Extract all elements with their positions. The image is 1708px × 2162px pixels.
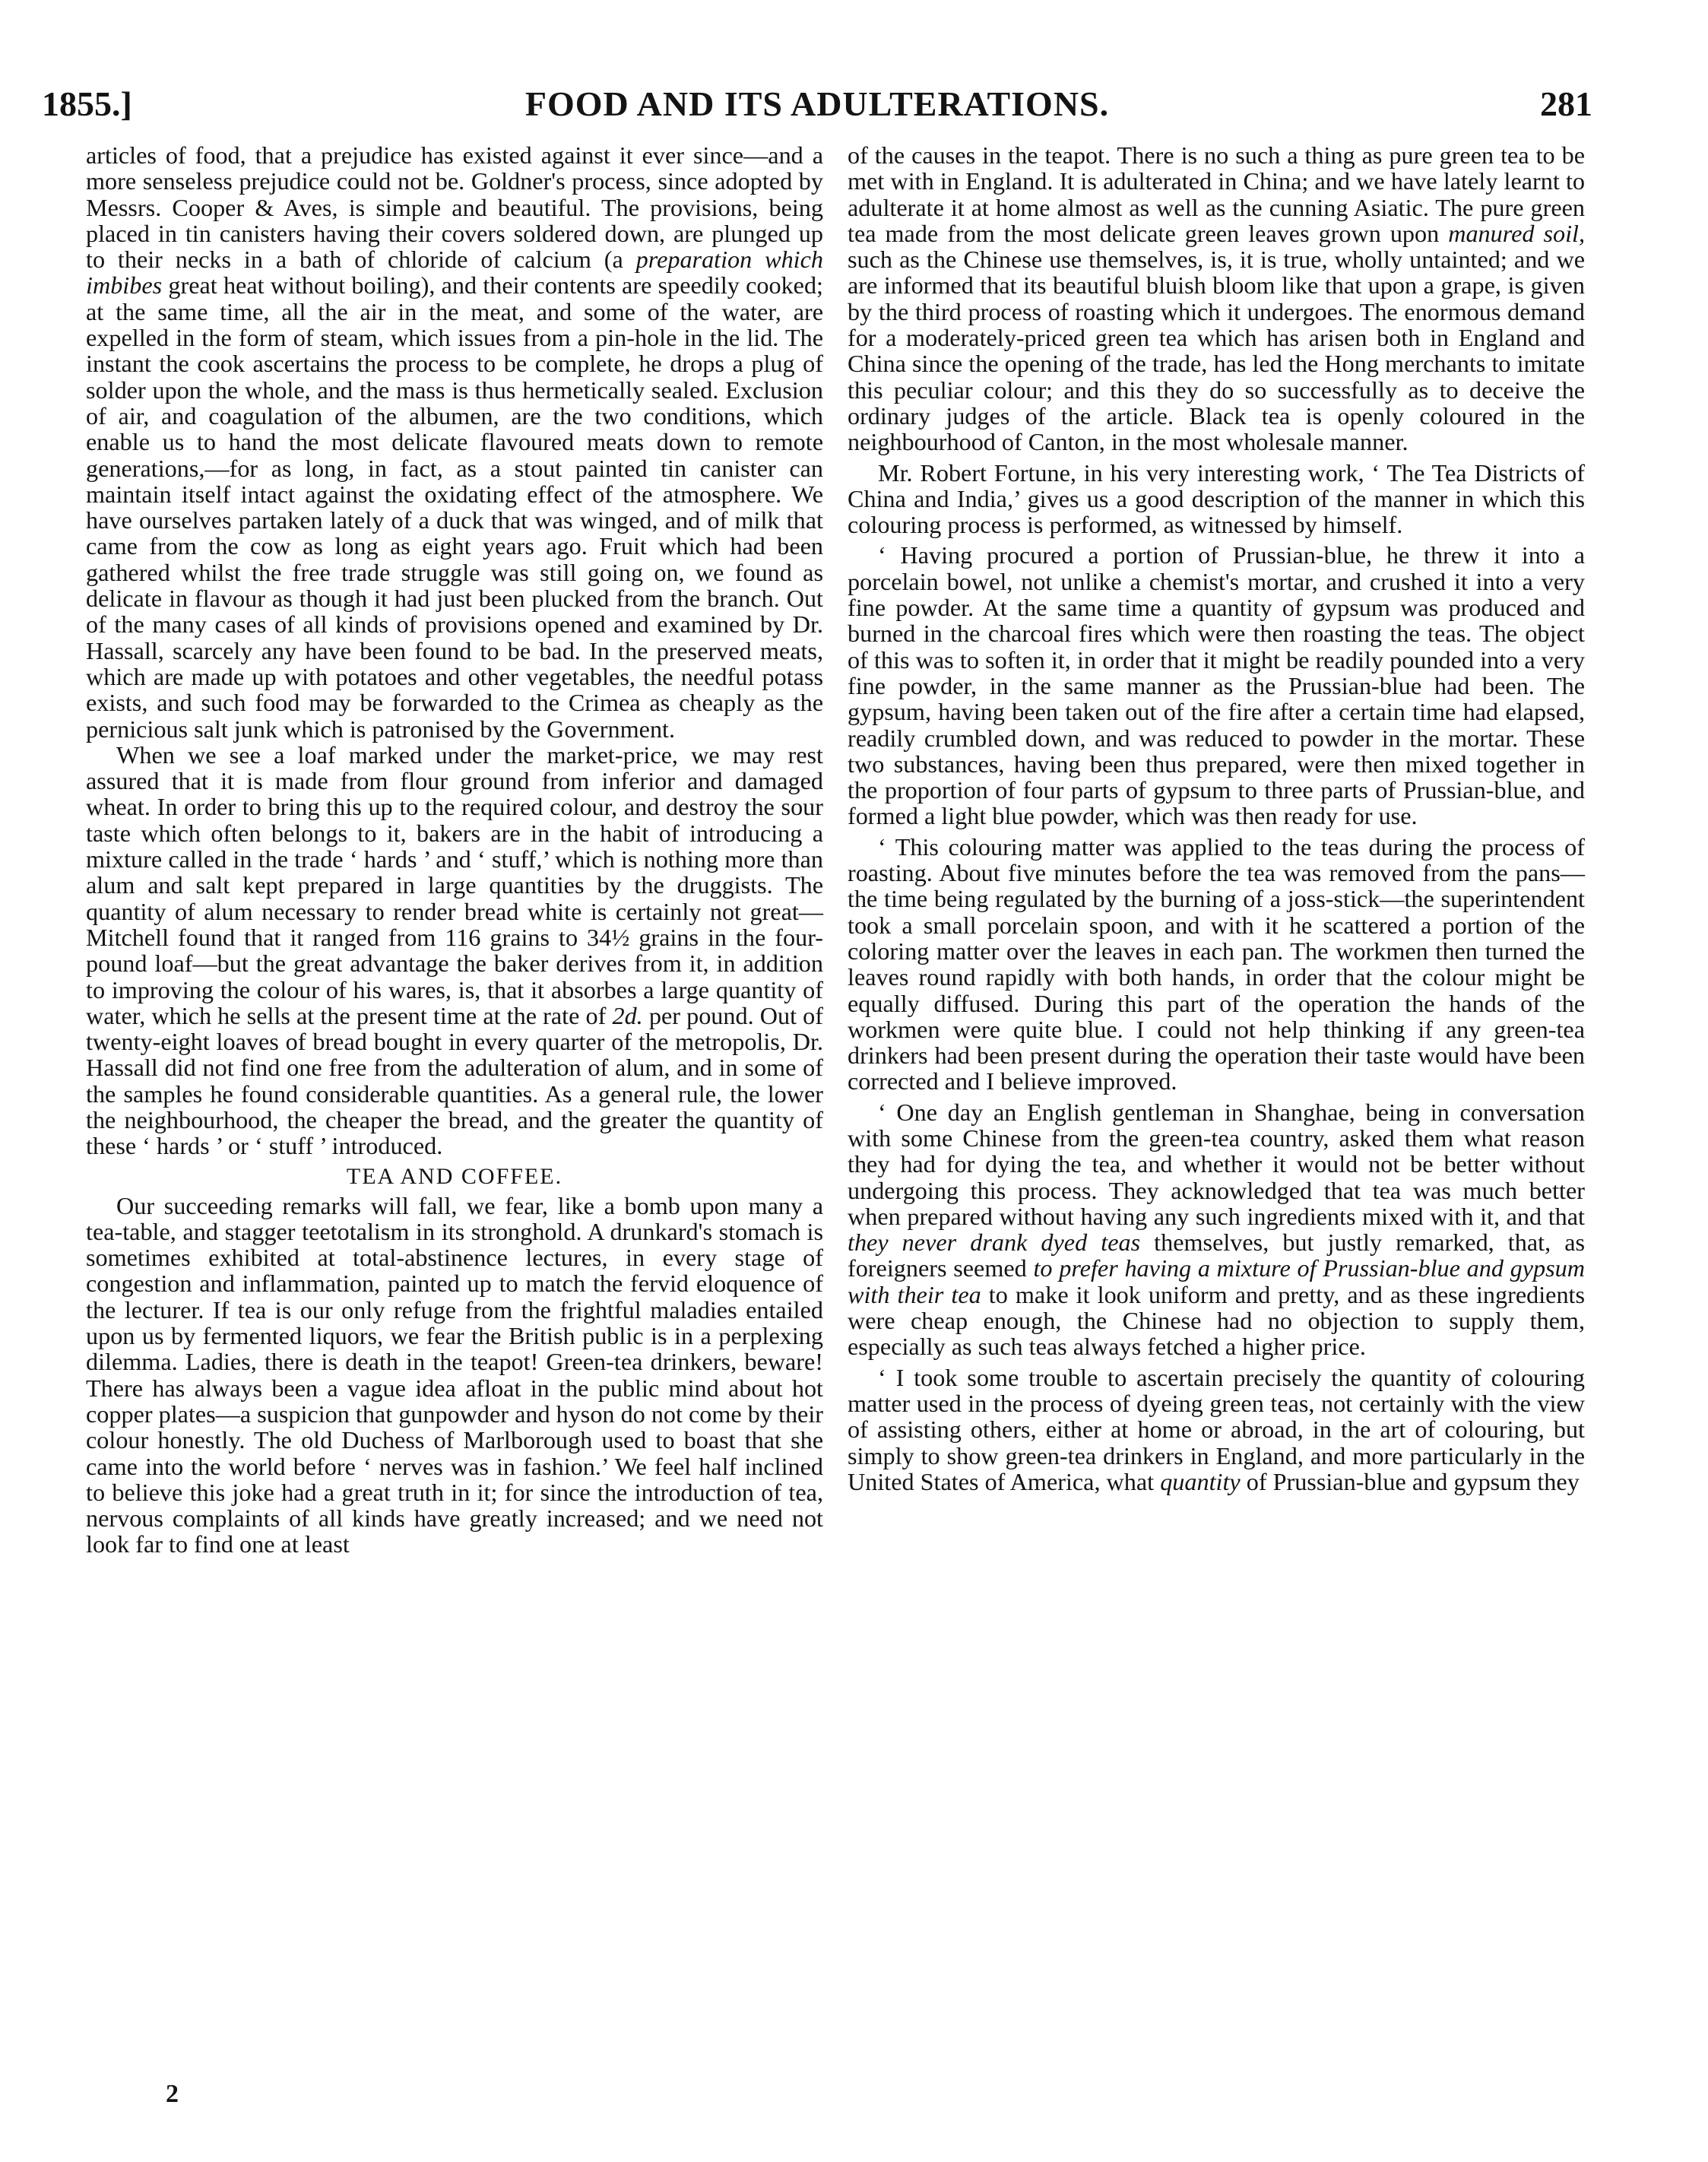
left-column <box>86 142 823 1558</box>
header-title: FOOD AND ITS ADULTERATIONS. <box>524 84 1110 123</box>
paragraph-preserved-provisions: articles of food, that a prejudice has existed against it ever since—and a more senseless prejudice could not be. Goldner's process, since adopted by Messrs. Cooper & Aves, is simple and beautiful. The provisions, being placed in tin canisters having their covers soldered down, are plunged up to their necks in a bath of chloride of calcium (a preparation which imbibes great heat without boiling), and their contents are speedily cooked; at the same time, all the air in the meat, and some of the water, are expelled in the form of steam, which issues from a pin-hole in the lid. The instant the cook ascertains the process to be complete, he drops a plug of solder upon the whole, and the mass is thus hermetically sealed. Exclusion of air, and coagulation of the albumen, are the two conditions, which enable us to hand the most delicate flavoured meats down to remote generations,—for as long, in fact, as a stout painted tin canister can maintain itself intact against the oxidating effect of the atmosphere. We have ourselves partaken lately of a duck that was winged, and of milk that came from the cow as long as eight years ago. Fruit which had been gathered whilst the free trade struggle was still going on, we found as delicate in flavour as though it had just been plucked from the branch. Out of the many cases of all kinds of provisions opened and examined by Dr. Hassall, scarcely any have been found to be bad. In the preserved meats, which are made up with potatoes and other vegetables, the needful potass exists, and such food may be forwarded to the Crimea as cheaply as the pernicious salt junk which is patronised by the Government. <box>86 141 823 743</box>
running-header <box>42 84 1592 129</box>
section-heading-tea-coffee: TEA AND COFFEE. <box>346 1163 563 1189</box>
signature-mark: 2 <box>166 2080 179 2108</box>
paragraph-fortune: Mr. Robert Fortune, in his very interesting work, ‘ The Tea Districts of China and India,’ gives us a good description of the manner in which this colouring process is performed, as witnessed by himself. <box>848 458 1585 539</box>
paragraph-tea-intro: Our succeeding remarks will fall, we fear, like a bomb upon many a tea-table, and stagger teetotalism in its stronghold. A drunkard's stomach is sometimes exhibited at total-abstinence lectures, in every stage of congestion and inflammation, painted up to match the fervid eloquence of the lecturer. If tea is our only refuge from the frightful maladies entailed upon us by fermented liquors, we fear the British public is in a perplexing dilemma. Ladies, there is death in the teapot! Green-tea drinkers, beware! There has always been a vague idea afloat in the public mind about hot copper plates—a suspicion that gunpowder and hyson do not come by their colour honestly. The old Duchess of Marlborough used to boast that she came into the world before ‘ nerves was in fashion.’ We feel half inclined to believe this joke had a great truth in it; for since the introduction of tea, nervous complaints of all kinds have greatly increased; and we need not look far to find one at least <box>86 1191 823 1558</box>
right-column <box>848 142 1585 1495</box>
paragraph-shanghae: ‘ One day an English gentleman in Shanghae, being in conversation with some Chinese from the green-tea country, asked them what reason they had for dying the tea, and whether it would not be better without undergoing this process. They acknowledged that tea was much better when prepared without having any such ingredients mixed with it, and that they never drank dyed teas themselves, but justly remarked, that, as foreigners seemed to prefer having a mixture of Prussian-blue and gypsum with their tea to make it look uniform and pretty, and as these ingredients were cheap enough, the Chinese had no objection to supply them, especially as such teas always fetched a higher price. <box>848 1098 1586 1361</box>
paragraph-colouring: ‘ This colouring matter was applied to the teas during the process of roasting. About five minutes before the tea was removed from the pans—the time being regulated by the burning of a joss-stick—the superintendent took a small porcelain spoon, and with it he scattered a portion of the coloring matter over the leaves in each pan. The workmen then turned the leaves round rapidly with both hands, in order that the colour might be equally diffused. During this part of the operation the hands of the workmen were quite blue. I could not help thinking if any green-tea drinkers had been present during the operation their taste would have been corrected and I believe improved. <box>848 832 1585 1095</box>
header-year: 1855.] <box>42 84 132 123</box>
paragraph-bread-alum: When we see a loaf marked under the market-price, we may rest assured that it is made from flour ground from inferior and damaged wheat. In order to bring this up to the required colour, and destroy the sour taste which often belongs to it, bakers are in the habit of introducing a mixture called in the trade ‘ hards ’ and ‘ stuff,’ which is nothing more than alum and salt kept prepared in large quantities by the druggists. The quantity of alum necessary to render bread white is certainly not great—Mitchell found that it ranged from 116 grains to 34½ grains in the four-pound loaf—but the great advantage the baker derives from it, in addition to improving the colour of his wares, is, that it absorbes a large quantity of water, which he sells at the present time at the rate of 2d. per pound. Out of twenty-eight loaves of bread bought in every quarter of the metropolis, Dr. Hassall did not find one free from the adulteration of alum, and in some of the samples he found considerable quantities. As a general rule, the lower the neighbourhood, the cheaper the bread, and the greater the quantity of these ‘ hards ’ or ‘ stuff ’ introduced. <box>86 740 823 1160</box>
paragraph-quantity: ‘ I took some trouble to ascertain precisely the quantity of colouring matter used in the process of dyeing green teas, not certainly with the view of assisting others, either at home or abroad, in the art of colouring, but simply to show green-tea drinkers in England, and more particularly in the United States of America, what quantity of Prussian-blue and gypsum they <box>848 1363 1585 1495</box>
page-number: 281 <box>1540 84 1592 123</box>
paragraph-green-tea: of the causes in the teapot. There is no such a thing as pure green tea to be met with in England. It is adulterated in China; and we have lately learnt to adulterate it at home almost as well as the cunning Asiatic. The pure green tea made from the most delicate green leaves grown upon manured soil, such as the Chinese use themselves, is, it is true, wholly untainted; and we are informed that its beautiful bluish bloom like that upon a grape, is given by the third process of roasting which it undergoes. The enormous demand for a moderately-priced green tea which has arisen both in England and China since the opening of the trade, has led the Hong merchants to imitate this peculiar colour; and this they do so successfully as to deceive the ordinary judges of the article. Black tea is openly coloured in the neighbourhood of Canton, in the most wholesale manner. <box>848 141 1585 456</box>
paragraph-prussian-blue: ‘ Having procured a portion of Prussian-blue, he threw it into a porcelain bowel, not unlike a chemist's mortar, and crushed it into a very fine powder. At the same time a quantity of gypsum was produced and burned in the charcoal fires which were then roasting the teas. The object of this was to soften it, in order that it might be readily pounded into a very fine powder, in the same manner as the Prussian-blue had been. The gypsum, having been taken out of the fire after a certain time had elapsed, readily crumbled down, and was reduced to powder in the mortar. These two substances, having been thus prepared, were then mixed together in the proportion of four parts of gypsum to three parts of Prussian-blue, and formed a light blue powder, which was then ready for use. <box>848 541 1585 830</box>
